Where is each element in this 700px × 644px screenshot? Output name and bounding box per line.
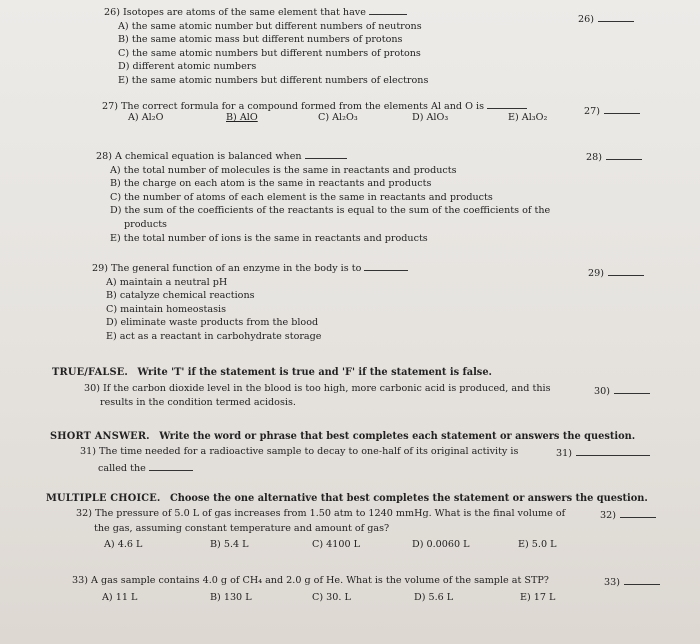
question-30-line-2: results in the condition termed acidosis. [100, 397, 296, 408]
option-b[interactable]: B) catalyze chemical reactions [106, 290, 255, 302]
answer-blank [364, 260, 408, 271]
option-d[interactable]: D) eliminate waste products from the blood [106, 317, 319, 329]
answer-slot-32[interactable]: 32) [600, 508, 656, 521]
option-b[interactable]: B) the charge on each atom is the same in reactants and products [110, 178, 432, 190]
option-e[interactable]: E) act as a reactant in carbohydrate storage [106, 330, 322, 342]
answer-blank [487, 98, 527, 109]
answer-slot-28[interactable]: 28) [586, 150, 642, 163]
question-28 [96, 148, 550, 245]
section-label: MULTIPLE CHOICE. [46, 493, 161, 504]
option-d[interactable]: D) AlO₃ [412, 112, 449, 123]
question-33-stem: 33) A gas sample contains 4.0 g of CH₄ and 2.0 g of He. What is the volume of the sample at STP? [72, 575, 549, 586]
option-d[interactable]: D) 0.0060 L [412, 539, 470, 550]
option-a[interactable]: A) 4.6 L [104, 539, 143, 550]
option-e[interactable]: E) 5.0 L [518, 539, 557, 550]
answer-slot-27[interactable]: 27) [584, 104, 640, 117]
option-e[interactable]: E) the same atomic numbers but different numbers of electrons [118, 74, 429, 86]
question-27 [102, 98, 527, 114]
option-c[interactable]: C) Al₂O₃ [318, 112, 358, 123]
question-30-line-1: 30) If the carbon dioxide level in the blood is too high, more carbonic acid is produced, and this [84, 383, 551, 394]
question-28-stem: 28) A chemical equation is balanced when [96, 151, 302, 162]
question-29 [92, 260, 408, 344]
question-32-line-2: the gas, assuming constant temperature and amount of gas? [94, 523, 390, 534]
section-instructions: Choose the one alternative that best completes the statement or answers the question. [169, 493, 648, 504]
option-a[interactable]: A) Al₂O [128, 112, 164, 123]
short-answer-heading [50, 431, 635, 442]
question-27-stem: 27) The correct formula for a compound formed from the elements Al and O is [102, 101, 484, 112]
answer-slot-30[interactable]: 30) [594, 384, 650, 397]
option-d[interactable]: D) the sum of the coefficients of the reactants is equal to the sum of the coefficients of the [110, 205, 551, 217]
question-26 [104, 4, 428, 88]
answer-slot-33[interactable]: 33) [604, 575, 660, 588]
option-b[interactable]: B) the same atomic mass but different numbers of protons [118, 34, 403, 46]
multiple-choice-heading [46, 493, 648, 504]
section-label: SHORT ANSWER. [50, 431, 150, 442]
answer-blank [149, 460, 193, 471]
answer-blank [369, 4, 407, 15]
question-32-line-1: 32) The pressure of 5.0 L of gas increases from 1.50 atm to 1240 mmHg. What is the final volume of [76, 508, 566, 519]
section-label: TRUE/FALSE. [52, 367, 129, 378]
option-c[interactable]: C) 30. L [312, 592, 351, 603]
option-b[interactable]: B) AlO [226, 112, 258, 123]
option-e[interactable]: E) 17 L [520, 592, 556, 603]
question-31-line-1: 31) The time needed for a radioactive sample to decay to one-half of its original activity is [80, 446, 519, 457]
question-29-stem: 29) The general function of an enzyme in the body is to [92, 263, 362, 274]
option-c[interactable]: C) the number of atoms of each element is the same in reactants and products [110, 191, 493, 203]
option-a[interactable]: A) maintain a neutral pH [106, 276, 228, 288]
option-a[interactable]: A) the total number of molecules is the same in reactants and products [110, 164, 457, 176]
answer-slot-29[interactable]: 29) [588, 266, 644, 279]
option-c[interactable]: C) the same atomic numbers but different numbers of protons [118, 47, 421, 59]
option-b[interactable]: B) 5.4 L [210, 539, 249, 550]
option-d[interactable]: D) 5.6 L [414, 592, 454, 603]
section-instructions: Write the word or phrase that best completes each statement or answers the question. [159, 431, 636, 442]
option-d-continued: products [124, 218, 167, 230]
true-false-heading [52, 367, 492, 378]
option-a[interactable]: A) the same atomic number but different numbers of neutrons [118, 20, 422, 32]
option-c[interactable]: C) maintain homeostasis [106, 303, 226, 315]
answer-blank [305, 148, 347, 159]
option-d[interactable]: D) different atomic numbers [118, 61, 257, 73]
question-26-stem: 26) Isotopes are atoms of the same element that have [104, 7, 366, 18]
option-a[interactable]: A) 11 L [102, 592, 138, 603]
option-e[interactable]: E) the total number of ions is the same in reactants and products [110, 232, 428, 244]
option-c[interactable]: C) 4100 L [312, 539, 360, 550]
section-instructions: Write 'T' if the statement is true and 'F' if the statement is false. [137, 367, 492, 378]
answer-slot-31[interactable]: 31) [556, 446, 650, 459]
question-31-line-2: called the [98, 460, 193, 474]
answer-slot-26[interactable]: 26) [578, 12, 634, 25]
option-b[interactable]: B) 130 L [210, 592, 252, 603]
option-e[interactable]: E) Al₃O₂ [508, 112, 548, 123]
